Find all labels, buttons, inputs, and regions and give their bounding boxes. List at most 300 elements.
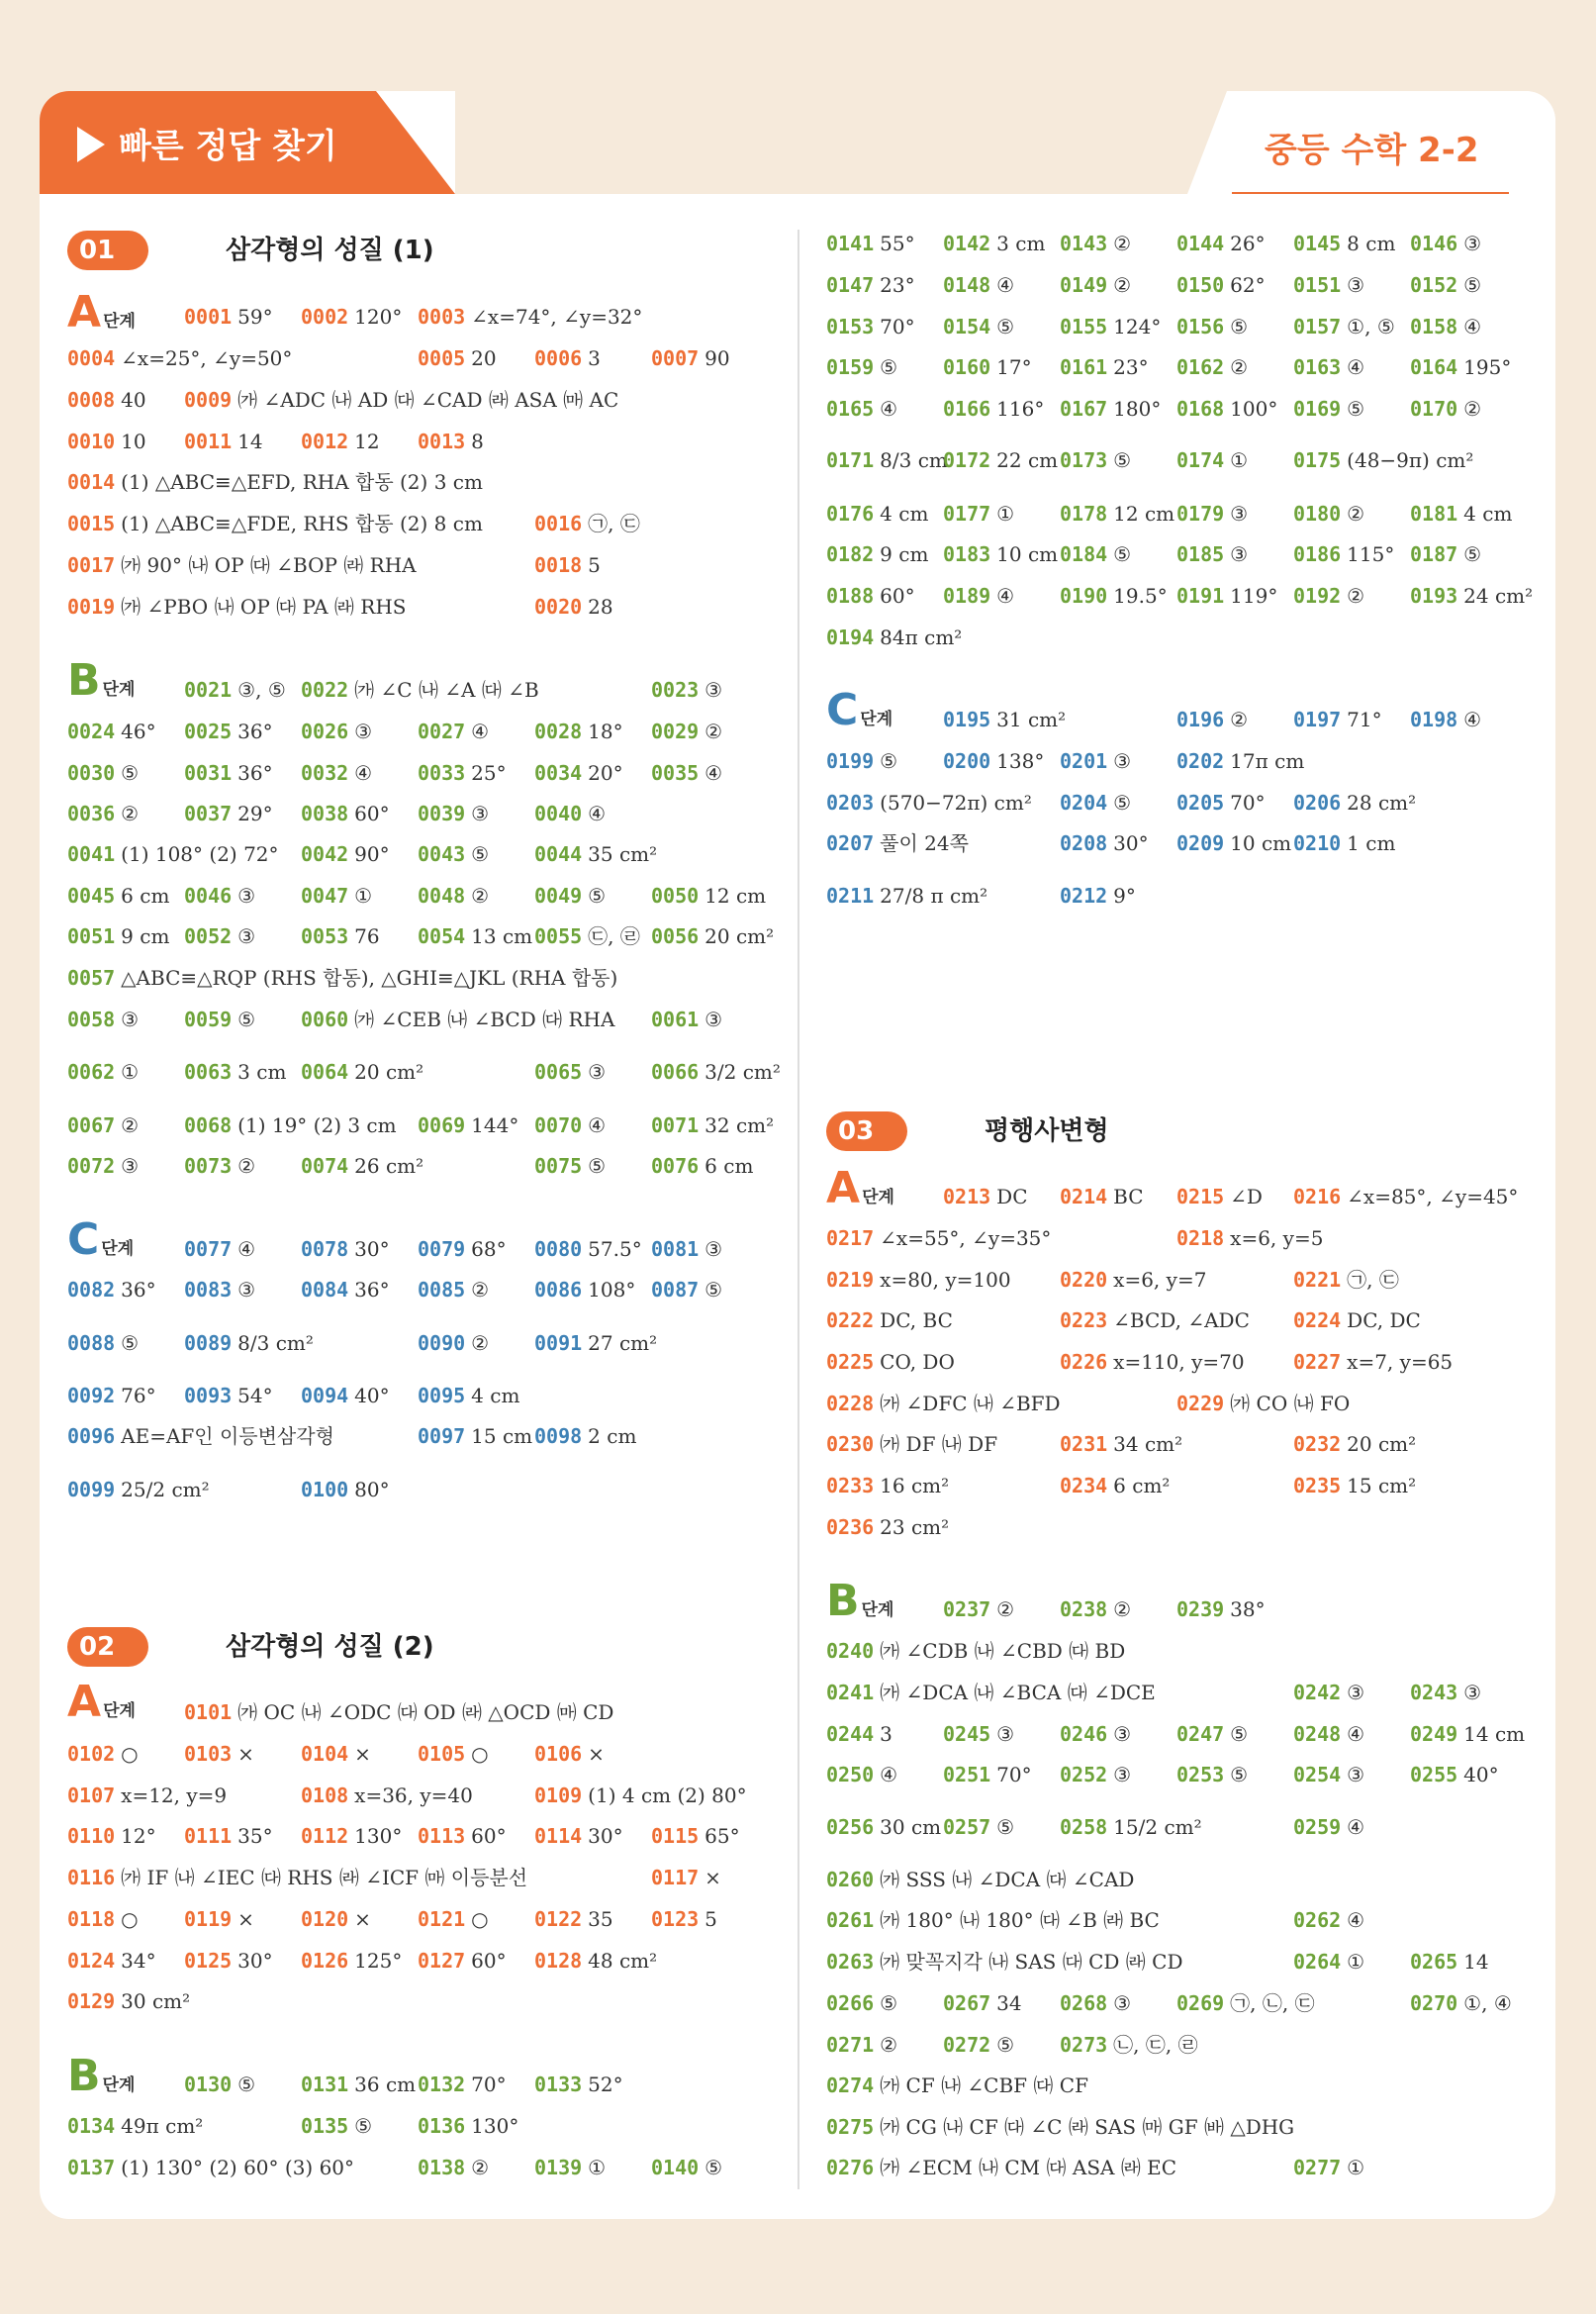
problem-number: 0241 [826, 1681, 875, 1704]
problem-number: 0007 [651, 346, 700, 370]
answer-item [826, 500, 928, 528]
answer-text: 4 cm [471, 1384, 520, 1407]
answer-item [184, 922, 255, 950]
problem-number: 0267 [943, 1991, 991, 2015]
answer-item [1060, 2031, 1198, 2059]
problem-number: 0073 [184, 1154, 233, 1178]
problem-number: 0092 [67, 1384, 116, 1407]
answer-text: × [354, 1742, 371, 1766]
problem-number: 0224 [1293, 1308, 1342, 1332]
problem-number: 0023 [651, 678, 700, 702]
problem-number: 0063 [184, 1060, 233, 1084]
answer-item [184, 1058, 286, 1086]
answer-text: ㉢, ㉣ [588, 924, 640, 948]
answer-item [418, 2112, 518, 2140]
answer-text: ④ [1347, 1815, 1365, 1839]
answer-text: 20 cm² [354, 1060, 424, 1084]
stage-a-label [67, 287, 136, 337]
problem-number: 0043 [418, 842, 466, 866]
answer-text: ② [996, 1597, 1015, 1621]
stage-c-label [67, 1214, 135, 1265]
answer-text: 25° [471, 761, 507, 785]
answer-text: 9° [1113, 884, 1136, 908]
answer-item [1176, 446, 1248, 474]
answer-text: ② [1463, 397, 1482, 421]
answer-item [1060, 1595, 1131, 1623]
problem-number: 0026 [301, 720, 349, 743]
answer-text: ③, ⑤ [237, 678, 286, 702]
problem-number: 0133 [534, 2073, 583, 2096]
answer-item [184, 386, 618, 414]
answer-text: ③ [121, 1008, 140, 1031]
answer-text: ① [354, 884, 373, 908]
problem-number: 0257 [943, 1815, 991, 1839]
answer-item [1176, 829, 1291, 857]
problem-number: 0223 [1060, 1308, 1108, 1332]
problem-number: 0182 [826, 542, 875, 566]
answer-item [826, 1224, 1051, 1252]
answer-text: 12 [354, 430, 380, 453]
answer-text: 46° [121, 720, 156, 743]
answer-item [943, 313, 1014, 340]
answer-item [534, 718, 623, 745]
answer-text: ② [1347, 584, 1365, 608]
answer-text: 17π cm [1230, 749, 1305, 773]
answer-text: ③ [1347, 273, 1365, 297]
problem-number: 0027 [418, 720, 466, 743]
answer-item [1060, 1989, 1131, 2017]
problem-number: 0211 [826, 884, 875, 908]
answer-text: ㉠, ㉢ [588, 512, 640, 535]
stage-word: 단계 [103, 312, 136, 332]
section-title: 평행사변형 [985, 1116, 1109, 1146]
problem-number: 0202 [1176, 749, 1225, 773]
problem-number: 0038 [301, 802, 349, 825]
answer-item [301, 1905, 371, 1933]
problem-number: 0249 [1410, 1722, 1458, 1746]
answer-text: 20 [471, 346, 497, 370]
answer-item [1060, 540, 1131, 568]
problem-number: 0253 [1176, 1763, 1225, 1786]
answer-item [301, 800, 390, 827]
answer-item [1293, 2154, 1364, 2181]
problem-number: 0136 [418, 2114, 466, 2138]
problem-number: 0083 [184, 1278, 233, 1302]
answer-item [67, 1782, 227, 1809]
problem-number: 0082 [67, 1278, 116, 1302]
problem-number: 0056 [651, 924, 700, 948]
answer-item [651, 1276, 722, 1303]
answer-item [534, 510, 640, 537]
answer-item [826, 1430, 997, 1458]
answer-text: ㈎ ∠PBO ㈏ OP ㈐ PA ㈑ RHS [121, 595, 407, 619]
problem-number: 0081 [651, 1237, 700, 1261]
answer-text: 14 cm [1463, 1722, 1526, 1746]
answer-item [1176, 271, 1266, 299]
answer-text: ③ [237, 1278, 256, 1302]
problem-number: 0187 [1410, 542, 1458, 566]
problem-number: 0084 [301, 1278, 349, 1302]
answer-text: 36° [121, 1278, 156, 1302]
answer-text: ④ [1347, 1908, 1365, 1932]
problem-number: 0049 [534, 884, 583, 908]
answer-text: 70° [996, 1763, 1032, 1786]
problem-number: 0057 [67, 966, 116, 990]
answer-text: 116° [996, 397, 1045, 421]
answer-item [418, 1382, 519, 1409]
answer-item [534, 1905, 613, 1933]
answer-text: 70° [471, 2073, 507, 2096]
problem-number: 0156 [1176, 315, 1225, 338]
answer-text: ③ [354, 720, 373, 743]
answer-item [184, 759, 273, 787]
answer-item [1293, 1472, 1416, 1499]
answer-text: 108° [588, 1278, 636, 1302]
answer-item [184, 1698, 613, 1726]
answer-text: 9 cm [121, 924, 170, 948]
problem-number: 0246 [1060, 1722, 1108, 1746]
problem-number: 0158 [1410, 315, 1458, 338]
problem-number: 0270 [1410, 1991, 1458, 2015]
problem-number: 0061 [651, 1008, 700, 1031]
answer-item [1293, 353, 1364, 381]
problem-number: 0195 [943, 708, 991, 731]
answer-text: ③ [1230, 542, 1249, 566]
answer-item [67, 1822, 156, 1850]
problem-number: 0068 [184, 1113, 233, 1137]
problem-number: 0258 [1060, 1815, 1108, 1839]
problem-number: 0248 [1293, 1722, 1342, 1746]
problem-number: 0130 [184, 2073, 233, 2096]
problem-number: 0088 [67, 1331, 116, 1355]
answer-text: 144° [471, 1113, 519, 1137]
answer-text: ② [704, 720, 723, 743]
answer-item [184, 718, 273, 745]
problem-number: 0209 [1176, 831, 1225, 855]
answer-text: 34° [121, 1949, 156, 1973]
problem-number: 0142 [943, 232, 991, 255]
problem-number: 0244 [826, 1722, 875, 1746]
answer-item [301, 2112, 372, 2140]
answer-text: ② [471, 2156, 490, 2179]
answer-item [418, 1905, 489, 1933]
answer-text: 130° [354, 1824, 403, 1848]
problem-number: 0230 [826, 1432, 875, 1456]
answer-text: 55° [880, 232, 915, 255]
problem-number: 0036 [67, 802, 116, 825]
section-title: 삼각형의 성질 (2) [226, 1632, 434, 1662]
answer-text: ⑤ [588, 884, 607, 908]
answer-text: ② [1113, 273, 1132, 297]
answer-text: ㈎ OC ㈏ ∠ODC ㈐ OD ㈑ △OCD ㈒ CD [237, 1700, 614, 1724]
problem-number: 0229 [1176, 1392, 1225, 1415]
answer-text: BC [1113, 1185, 1144, 1208]
problem-number: 0193 [1410, 584, 1458, 608]
problem-number: 0199 [826, 749, 875, 773]
problem-number: 0176 [826, 502, 875, 526]
answer-item [67, 1422, 334, 1450]
answer-text: 5 [588, 553, 601, 577]
stage-letter: C [67, 1214, 100, 1265]
answer-text: 1 cm [1347, 831, 1396, 855]
answer-item [67, 344, 292, 372]
answer-text: 18° [588, 720, 623, 743]
answer-text: 22 cm [996, 448, 1059, 472]
problem-number: 0140 [651, 2156, 700, 2179]
problem-number: 0135 [301, 2114, 349, 2138]
problem-number: 0251 [943, 1763, 991, 1786]
problem-number: 0138 [418, 2156, 466, 2179]
answer-text: ④ [588, 1113, 607, 1137]
answer-item [534, 800, 606, 827]
answer-item [67, 386, 146, 414]
answer-item [301, 303, 402, 331]
answer-item [67, 964, 617, 992]
answer-text: AE=AF인 이등변삼각형 [121, 1424, 334, 1448]
problem-number: 0191 [1176, 584, 1225, 608]
stage-word: 단계 [102, 2075, 136, 2095]
answer-item [1410, 313, 1481, 340]
answer-item [67, 1476, 210, 1503]
answer-text: ○ [121, 1907, 139, 1931]
answer-text: ㈎ CO ㈏ FO [1230, 1392, 1351, 1415]
problem-number: 0086 [534, 1278, 583, 1302]
problem-number: 0218 [1176, 1226, 1225, 1250]
problem-number: 0146 [1410, 232, 1458, 255]
problem-number: 0151 [1293, 273, 1342, 297]
answer-text: ④ [880, 397, 898, 421]
problem-number: 0183 [943, 542, 991, 566]
answer-item [418, 800, 489, 827]
problem-number: 0089 [184, 1331, 233, 1355]
answer-item [1060, 1430, 1182, 1458]
answer-item [534, 344, 601, 372]
answer-text: (1) △ABC≡△FDE, RHS 합동 (2) 8 cm [121, 512, 483, 535]
problem-number: 0039 [418, 802, 466, 825]
answer-item [184, 1276, 255, 1303]
answer-item [184, 1152, 255, 1180]
answer-item [301, 759, 372, 787]
answer-item [534, 1235, 642, 1263]
answer-text: 20 cm² [704, 924, 775, 948]
problem-number: 0188 [826, 584, 875, 608]
stage-a-label [67, 1677, 136, 1727]
problem-number: 0113 [418, 1824, 466, 1848]
problem-number: 0204 [1060, 791, 1108, 815]
problem-number: 0240 [826, 1639, 875, 1663]
answer-text: ⑤ [996, 1815, 1015, 1839]
problem-number: 0096 [67, 1424, 116, 1448]
problem-number: 0001 [184, 305, 233, 329]
problem-number: 0011 [184, 430, 233, 453]
problem-number: 0046 [184, 884, 233, 908]
answer-text: ② [1113, 1597, 1132, 1621]
problem-number: 0104 [301, 1742, 349, 1766]
answer-text: 28 cm² [1347, 791, 1417, 815]
problem-number: 0108 [301, 1784, 349, 1807]
problem-number: 0255 [1410, 1763, 1458, 1786]
subject-label: 중등 수학 2-2 [1265, 131, 1479, 170]
answer-text: × [237, 1742, 254, 1766]
answer-text: ① [588, 2156, 607, 2179]
answer-text: 70° [880, 315, 915, 338]
answer-text: × [704, 1866, 721, 1889]
answer-item [826, 1948, 1182, 1976]
answer-item [943, 500, 1014, 528]
problem-number: 0206 [1293, 791, 1342, 815]
problem-number: 0126 [301, 1949, 349, 1973]
problem-number: 0166 [943, 397, 991, 421]
answer-text: 68° [471, 1237, 507, 1261]
answer-text: 40° [1463, 1763, 1499, 1786]
answer-item [418, 1822, 507, 1850]
answer-text: ④ [996, 273, 1015, 297]
answer-item [651, 1006, 722, 1033]
answer-text: ② [121, 802, 140, 825]
answer-text: 30° [354, 1237, 390, 1261]
answer-item [651, 1152, 753, 1180]
problem-number: 0228 [826, 1392, 875, 1415]
problem-number: 0111 [184, 1824, 233, 1848]
answer-text: 6 cm [121, 884, 170, 908]
problem-number: 0117 [651, 1866, 700, 1889]
answer-text: ㈎ 90° ㈏ OP ㈐ ∠BOP ㈑ RHA [121, 553, 417, 577]
answer-item [1293, 1348, 1453, 1376]
answer-item [1176, 313, 1248, 340]
problem-number: 0152 [1410, 273, 1458, 297]
problem-number: 0103 [184, 1742, 233, 1766]
answer-item [943, 1183, 1028, 1210]
answer-text: ③ [237, 924, 256, 948]
answer-text: ③ [1113, 1991, 1132, 2015]
answer-text: 84π cm² [880, 626, 963, 649]
answer-item [1410, 1720, 1525, 1748]
answer-item [1176, 500, 1248, 528]
answer-item [1060, 313, 1161, 340]
answer-item [67, 1006, 139, 1033]
answer-text: 8 [471, 430, 484, 453]
answer-item [651, 1822, 740, 1850]
answer-item [534, 1782, 747, 1809]
answer-text: ③ [1463, 1681, 1482, 1704]
problem-number: 0071 [651, 1113, 700, 1137]
problem-number: 0020 [534, 595, 583, 619]
answer-text: ⑤ [996, 2033, 1015, 2057]
answer-item [826, 1266, 1011, 1294]
subject-underline [1232, 192, 1509, 194]
problem-number: 0180 [1293, 502, 1342, 526]
answer-item [943, 1761, 1032, 1788]
problem-number: 0150 [1176, 273, 1225, 297]
answer-item [1410, 582, 1533, 610]
answer-text: 17° [996, 355, 1032, 379]
answer-text: 70° [1230, 791, 1266, 815]
answer-text: ㈎ ∠DCA ㈏ ∠BCA ㈐ ∠DCE [880, 1681, 1156, 1704]
answer-item [534, 1740, 605, 1768]
answer-item [184, 1740, 254, 1768]
problem-number: 0154 [943, 315, 991, 338]
problem-number: 0060 [301, 1008, 349, 1031]
answer-text: 49π cm² [121, 2114, 204, 2138]
problem-number: 0169 [1293, 397, 1342, 421]
answer-item [67, 759, 139, 787]
answer-item [418, 303, 642, 331]
problem-number: 0062 [67, 1060, 116, 1084]
answer-item [1060, 500, 1174, 528]
answer-item [1176, 353, 1248, 381]
stage-a-label [826, 1163, 894, 1213]
problem-number: 0077 [184, 1237, 233, 1261]
problem-number: 0065 [534, 1060, 583, 1084]
answer-text: ① [996, 502, 1015, 526]
problem-number: 0090 [418, 1331, 466, 1355]
answer-item [1176, 1989, 1315, 2017]
problem-number: 0271 [826, 2033, 875, 2057]
answer-item [1176, 1224, 1323, 1252]
answer-item [184, 428, 263, 455]
problem-number: 0203 [826, 791, 875, 815]
answer-item [67, 1276, 156, 1303]
problem-number: 0207 [826, 831, 875, 855]
answer-text: ㈎ 180° ㈏ 180° ㈐ ∠B ㈑ BC [880, 1908, 1160, 1932]
problem-number: 0055 [534, 924, 583, 948]
problem-number: 0178 [1060, 502, 1108, 526]
answer-item [301, 428, 380, 455]
answer-item [826, 1348, 955, 1376]
answer-text: 8 cm [1347, 232, 1396, 255]
answer-text: 16 cm² [880, 1474, 950, 1497]
answer-text: ⑤ [471, 842, 490, 866]
problem-number: 0106 [534, 1742, 583, 1766]
section-title: 삼각형의 성질 (1) [226, 236, 434, 265]
problem-number: 0201 [1060, 749, 1108, 773]
answer-text: 119° [1230, 584, 1278, 608]
answer-text: 31 cm² [996, 708, 1067, 731]
answer-text: ③ [1463, 232, 1482, 255]
problem-number: 0139 [534, 2156, 583, 2179]
answer-item [534, 1111, 606, 1139]
answer-text: 8/3 cm [880, 448, 948, 472]
section-number: 01 [67, 231, 148, 270]
answer-text: 14 [237, 430, 263, 453]
answer-item [1060, 446, 1131, 474]
problem-number: 0051 [67, 924, 116, 948]
problem-number: 0160 [943, 355, 991, 379]
answer-item [534, 1422, 636, 1450]
answer-text: ② [1113, 232, 1132, 255]
problem-number: 0123 [651, 1907, 700, 1931]
answer-text: 59° [237, 305, 273, 329]
answer-text: 29° [237, 802, 273, 825]
problem-number: 0198 [1410, 708, 1458, 731]
answer-item [67, 882, 169, 910]
answer-text: 52° [588, 2073, 623, 2096]
stage-letter: B [67, 655, 101, 706]
answer-text: ㈎ ∠ADC ㈏ AD ㈐ ∠CAD ㈑ ASA ㈒ AC [237, 388, 619, 412]
answer-item [67, 551, 417, 579]
problem-number: 0145 [1293, 232, 1342, 255]
problem-number: 0132 [418, 2073, 466, 2096]
problem-number: 0148 [943, 273, 991, 297]
problem-number: 0101 [184, 1700, 233, 1724]
problem-number: 0008 [67, 388, 116, 412]
answer-text: 28 [588, 595, 613, 619]
answer-text: ⑤ [1463, 542, 1482, 566]
answer-text: (1) 108° (2) 72° [121, 842, 279, 866]
answer-text: ⑤ [704, 2156, 723, 2179]
problem-number: 0072 [67, 1154, 116, 1178]
answer-text: 26° [1230, 232, 1266, 255]
